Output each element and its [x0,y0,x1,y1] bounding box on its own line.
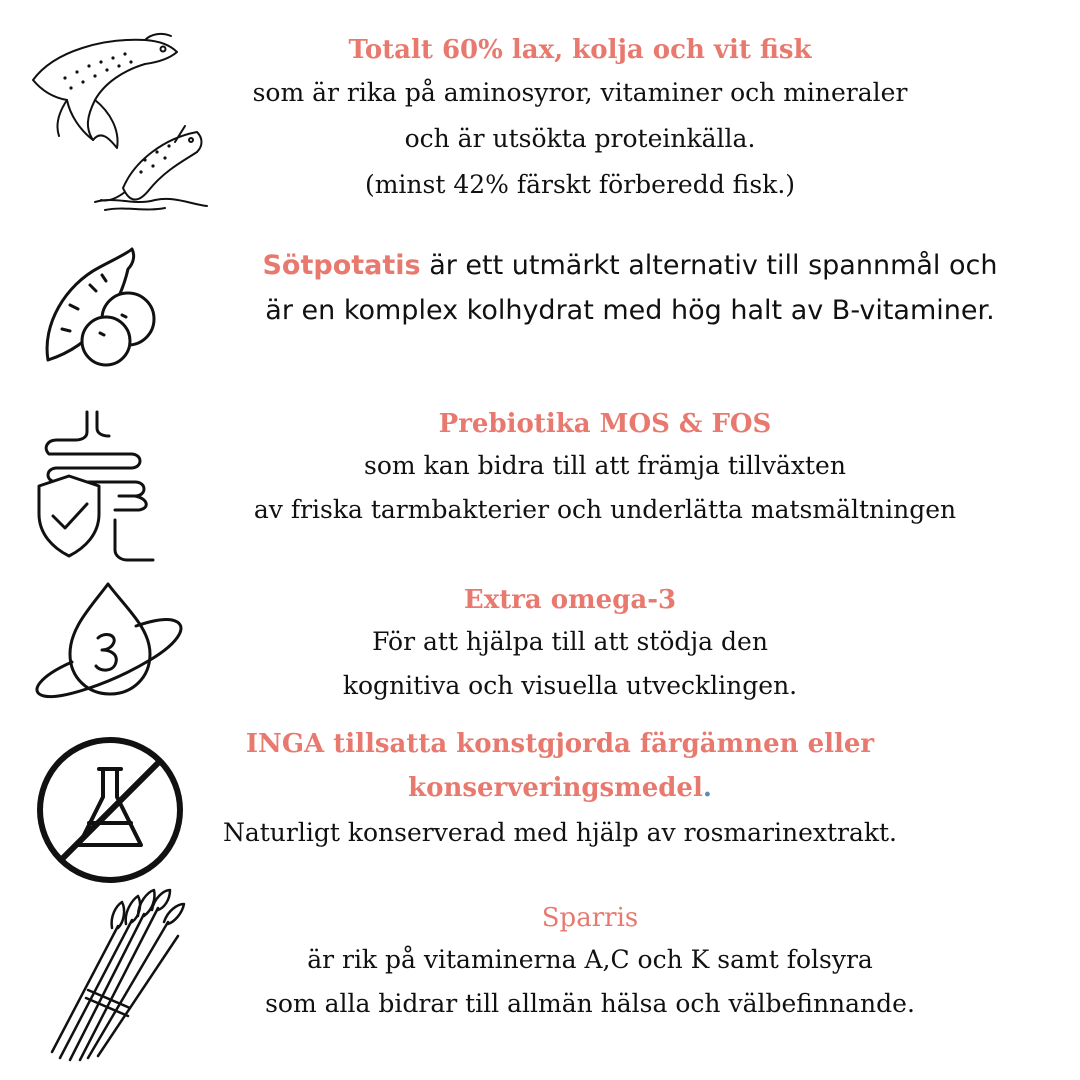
item-asparagus-text [160,898,1020,1026]
item-potato-line-1 [170,243,1080,288]
item-fish-line-3: (minst 42% färskt förberedd fisk.) [364,170,796,199]
item-fish-line-1: som är rika på aminosyror, vitaminer och mineraler [252,78,908,107]
item-fish-line-2: och är utsökta proteinkälla. [404,124,756,153]
item-fish-heading: Totalt 60% lax, kolja och vit fisk [348,35,812,65]
item-potato-line-2: är en komplex kolhydrat med hög halt av B-vitaminer. [265,295,995,326]
item-nochem-line-1: Naturligt konserverad med hjälp av rosmarinextrakt. [222,818,898,847]
item-nochem-heading-dot: . [702,773,712,803]
item-nochem-heading-2: konserveringsmedel [408,773,703,803]
sweet-potato-icon [40,245,165,370]
item-nochem-heading-2-wrap [130,766,990,810]
item-omega-line-2: kognitiva och visuella utvecklingen. [342,671,798,700]
item-prebiotic-line-1: som kan bidra till att främja tillväxten [364,451,846,480]
item-potato-text [170,243,1080,333]
item-asparagus-line-2: som alla bidrar till allmän hälsa och välbefinnande. [265,989,915,1018]
item-potato-heading: Sötpotatis [262,250,421,281]
item-omega-heading: Extra omega-3 [463,585,677,615]
item-omega-text [140,580,1000,708]
item-potato-line-1-rest: är ett utmärkt alternativ till spannmål och [420,250,998,281]
item-prebiotic-text [175,404,1035,532]
item-omega-line-1: För att hjälpa till att stödja den [372,627,768,656]
item-prebiotic-heading: Prebiotika MOS & FOS [438,409,772,439]
item-asparagus-line-1: är rik på vitaminerna A,C och K samt folsyra [307,945,873,974]
item-nochem-text [130,722,990,856]
gut-shield-icon [35,410,165,565]
item-asparagus-heading: Sparris [541,903,639,933]
item-prebiotic-line-2: av friska tarmbakterier och underlätta matsmältningen [253,495,957,524]
item-fish-text [150,30,1010,208]
item-nochem-heading: INGA tillsatta konstgjorda färgämnen eller [245,729,875,759]
